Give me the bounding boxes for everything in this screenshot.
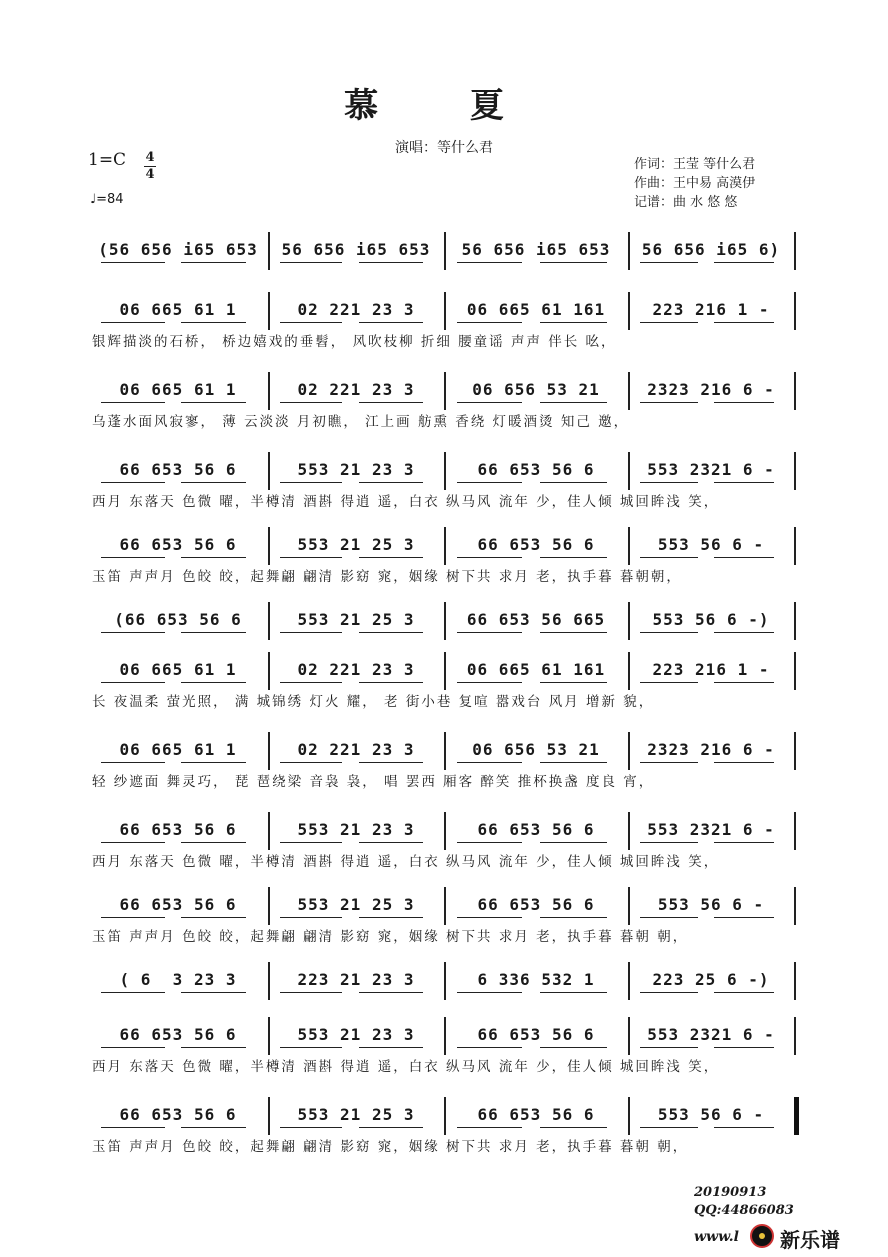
measure (272, 893, 440, 921)
time-signature-top: 4 (145, 150, 155, 165)
measure (632, 893, 790, 921)
beam-line (359, 557, 423, 558)
beam-line (714, 557, 774, 558)
lyric-line: 西月 东落天 色微 曜，半樽清 酒斟 得逍 遥，白衣 纵马风 流年 少，佳人倾 城回眸浅 笑， (92, 494, 720, 510)
lyric-line: 轻 纱遮面 舞灵巧， 琵 琶绕梁 音袅 袅， 唱 罢西 厢客 醉笑 推杯换盏 度良 宵， (92, 774, 655, 790)
beam-line (714, 1127, 774, 1128)
measure (92, 1023, 264, 1051)
beam-line (640, 842, 698, 843)
beam-line (540, 482, 607, 483)
beam-line (640, 322, 698, 323)
beam-line (181, 762, 246, 763)
measure-notes: 66 653 56 6 (477, 820, 595, 839)
barline (444, 232, 446, 270)
measure (272, 238, 440, 266)
measure-notes: 02 221 23 3 (297, 740, 415, 759)
beam-line (280, 557, 342, 558)
measure-notes: 553 56 6 - (657, 895, 765, 914)
beam-line (280, 482, 342, 483)
barline (268, 292, 270, 330)
barline (444, 452, 446, 490)
barline (794, 812, 796, 850)
beam-line (640, 482, 698, 483)
beam-line (280, 842, 342, 843)
beam-line (101, 632, 165, 633)
beam-line (457, 762, 522, 763)
barline (268, 1097, 270, 1135)
beam-line (714, 842, 774, 843)
beam-line (101, 762, 165, 763)
measure (272, 738, 440, 766)
beam-line (540, 262, 607, 263)
beam-line (640, 762, 698, 763)
beam-line (181, 992, 246, 993)
beam-line (181, 557, 246, 558)
beam-line (280, 682, 342, 683)
measure (272, 458, 440, 486)
beam-line (457, 262, 522, 263)
barline (444, 887, 446, 925)
date-stamp: 20190913 (694, 1185, 767, 1200)
barline (628, 812, 630, 850)
measure-notes: 553 21 25 3 (297, 535, 415, 554)
measure (448, 893, 624, 921)
measure (92, 458, 264, 486)
measure-notes: (66 653 56 6 (114, 610, 242, 629)
barline (794, 452, 796, 490)
measure-notes: 06 665 61 1 (119, 660, 237, 679)
measure (632, 1023, 790, 1051)
beam-line (540, 632, 607, 633)
barline (444, 602, 446, 640)
measure-notes: (56 656 i65 653 (98, 240, 258, 259)
beam-line (457, 402, 522, 403)
measure-notes: 553 2321 6 - (647, 1025, 775, 1044)
measure-notes: 56 656 i65 653 (281, 240, 431, 259)
beam-line (359, 992, 423, 993)
beam-line (101, 402, 165, 403)
beam-line (359, 322, 423, 323)
measure-notes: 66 653 56 6 (477, 535, 595, 554)
beam-line (181, 842, 246, 843)
beam-line (540, 557, 607, 558)
barline (628, 292, 630, 330)
measure (272, 608, 440, 636)
measure-notes: 553 2321 6 - (647, 460, 775, 479)
beam-line (457, 482, 522, 483)
measure-notes: 06 656 53 21 (472, 740, 600, 759)
beam-line (457, 842, 522, 843)
beam-line (640, 1127, 698, 1128)
barline (628, 962, 630, 1000)
beam-line (714, 762, 774, 763)
barline (268, 232, 270, 270)
beam-line (640, 262, 698, 263)
measure (92, 533, 264, 561)
beam-line (540, 1127, 607, 1128)
beam-line (714, 262, 774, 263)
barline (628, 452, 630, 490)
beam-line (457, 917, 522, 918)
lyric-line: 西月 东落天 色微 曜，半樽清 酒斟 得逍 遥，白衣 纵马风 流年 少，佳人倾 城回眸浅 笑， (92, 1059, 720, 1075)
beam-line (640, 1047, 698, 1048)
measure (92, 378, 264, 406)
measure-notes: 06 665 61 161 (466, 660, 606, 679)
measure-notes: 223 216 1 - (652, 300, 770, 319)
record-disc-icon (750, 1224, 774, 1248)
beam-line (359, 762, 423, 763)
barline (268, 652, 270, 690)
beam-line (714, 482, 774, 483)
beam-line (181, 482, 246, 483)
measure (448, 818, 624, 846)
beam-line (457, 1127, 522, 1128)
barline (444, 962, 446, 1000)
beam-line (101, 917, 165, 918)
measure-notes: 66 653 56 6 (119, 460, 237, 479)
lyric-line: 乌蓬水面风寂寥， 薄 云淡淡 月初瞧， 江上画 舫熏 香绕 灯暖酒烫 知己 邀， (92, 414, 630, 430)
measure (448, 968, 624, 996)
measure (632, 1103, 790, 1131)
song-title: 慕 夏 (344, 86, 544, 126)
barline (268, 1017, 270, 1055)
measure (92, 893, 264, 921)
barline (628, 232, 630, 270)
beam-line (280, 1047, 342, 1048)
beam-line (359, 402, 423, 403)
time-signature-bottom: 4 (145, 167, 155, 182)
barline (628, 652, 630, 690)
beam-line (280, 762, 342, 763)
measure-notes: 02 221 23 3 (297, 300, 415, 319)
key-signature: 1=C (88, 150, 127, 170)
tempo-marking: ♩=84 (90, 192, 124, 207)
measure-notes: 66 653 56 6 (119, 1105, 237, 1124)
barline (444, 1017, 446, 1055)
measure (92, 738, 264, 766)
barline (628, 732, 630, 770)
measure-notes: 66 653 56 6 (119, 895, 237, 914)
measure-notes: 06 665 61 1 (119, 380, 237, 399)
measure (272, 968, 440, 996)
measure-notes: 553 21 23 3 (297, 1025, 415, 1044)
lyricist-credit: 作词：王莹 等什么君 (634, 157, 756, 172)
beam-line (540, 322, 607, 323)
measure-notes: 56 656 i65 653 (461, 240, 611, 259)
measure-notes: 66 653 56 6 (477, 460, 595, 479)
measure (92, 968, 264, 996)
measure (448, 658, 624, 686)
measure-notes: 6 336 532 1 (477, 970, 595, 989)
beam-line (181, 322, 246, 323)
barline (444, 527, 446, 565)
measure-notes: 66 653 56 6 (477, 1105, 595, 1124)
composer-credit: 作曲：王中易 高漠伊 (634, 176, 756, 191)
transcriber-credit: 记谱：曲 水 悠 悠 (634, 195, 738, 210)
measure (92, 818, 264, 846)
barline (444, 732, 446, 770)
barline (444, 1097, 446, 1135)
beam-line (280, 402, 342, 403)
beam-line (359, 1047, 423, 1048)
final-barline (794, 1097, 799, 1135)
beam-line (101, 1047, 165, 1048)
beam-line (540, 992, 607, 993)
beam-line (101, 557, 165, 558)
measure (448, 608, 624, 636)
beam-line (640, 632, 698, 633)
score-row (88, 968, 800, 1008)
beam-line (457, 632, 522, 633)
barline (444, 292, 446, 330)
beam-line (714, 992, 774, 993)
measure (632, 968, 790, 996)
lyric-line: 银辉描淡的石桥， 桥边嬉戏的垂髫， 风吹枝柳 折细 腰童谣 声声 伴长 吆， (92, 334, 617, 350)
lyric-line: 玉笛 声声月 色皎 皎，起舞翩 翩清 影窈 窕，姻缘 树下共 求月 老，执手暮 暮朝 朝， (92, 1139, 689, 1155)
barline (628, 887, 630, 925)
measure (632, 298, 790, 326)
barline (628, 1017, 630, 1055)
barline (268, 887, 270, 925)
measure (448, 238, 624, 266)
measure-notes: 56 656 i65 6) (641, 240, 781, 259)
measure (272, 298, 440, 326)
site-logo (694, 1222, 882, 1252)
barline (268, 732, 270, 770)
beam-line (540, 1047, 607, 1048)
beam-line (640, 682, 698, 683)
beam-line (359, 842, 423, 843)
measure-notes: 02 221 23 3 (297, 660, 415, 679)
measure (632, 658, 790, 686)
measure (272, 533, 440, 561)
measure (632, 533, 790, 561)
measure (632, 238, 790, 266)
beam-line (101, 322, 165, 323)
beam-line (101, 262, 165, 263)
beam-line (457, 322, 522, 323)
beam-line (359, 482, 423, 483)
beam-line (640, 557, 698, 558)
barline (794, 292, 796, 330)
measure (632, 608, 790, 636)
barline (794, 372, 796, 410)
barline (268, 527, 270, 565)
measure-notes: 2323 216 6 - (647, 740, 775, 759)
measure-notes: 66 653 56 6 (477, 1025, 595, 1044)
measure-notes: 06 665 61 1 (119, 300, 237, 319)
beam-line (181, 262, 246, 263)
beam-line (714, 1047, 774, 1048)
barline (794, 1017, 796, 1055)
measure-notes: 66 653 56 6 (119, 1025, 237, 1044)
beam-line (181, 632, 246, 633)
barline (794, 652, 796, 690)
measure (448, 298, 624, 326)
measure-notes: 06 665 61 1 (119, 740, 237, 759)
barline (268, 372, 270, 410)
barline (794, 602, 796, 640)
measure (448, 1023, 624, 1051)
beam-line (101, 842, 165, 843)
barline (794, 732, 796, 770)
measure-notes: 553 21 25 3 (297, 1105, 415, 1124)
measure (272, 818, 440, 846)
beam-line (640, 917, 698, 918)
measure-notes: 66 653 56 665 (466, 610, 606, 629)
measure (448, 378, 624, 406)
measure-notes: 66 653 56 6 (119, 535, 237, 554)
beam-line (280, 992, 342, 993)
measure (448, 458, 624, 486)
beam-line (714, 682, 774, 683)
beam-line (714, 917, 774, 918)
barline (794, 232, 796, 270)
beam-line (540, 762, 607, 763)
lyric-line: 玉笛 声声月 色皎 皎，起舞翩 翩清 影窈 窕，姻缘 树下共 求月 老，执手暮 暮朝朝， (92, 569, 682, 585)
beam-line (359, 682, 423, 683)
measure (632, 458, 790, 486)
measure-notes: 2323 216 6 - (647, 380, 775, 399)
beam-line (640, 992, 698, 993)
beam-line (181, 402, 246, 403)
time-signature (144, 151, 156, 182)
measure-notes: 66 653 56 6 (477, 895, 595, 914)
beam-line (640, 402, 698, 403)
measure-notes: 553 56 6 -) (652, 610, 770, 629)
beam-line (457, 992, 522, 993)
barline (794, 962, 796, 1000)
measure-notes: 66 653 56 6 (119, 820, 237, 839)
measure-notes: 553 21 23 3 (297, 460, 415, 479)
measure (272, 1023, 440, 1051)
beam-line (280, 322, 342, 323)
beam-line (359, 632, 423, 633)
measure (272, 378, 440, 406)
beam-line (359, 1127, 423, 1128)
beam-line (101, 682, 165, 683)
beam-line (280, 917, 342, 918)
measure-notes: 553 2321 6 - (647, 820, 775, 839)
barline (628, 1097, 630, 1135)
beam-line (457, 1047, 522, 1048)
beam-line (101, 992, 165, 993)
beam-line (540, 842, 607, 843)
site-name: 新乐谱 (780, 1228, 840, 1252)
measure-notes: 553 56 6 - (657, 535, 765, 554)
barline (794, 887, 796, 925)
measure (448, 533, 624, 561)
beam-line (181, 917, 246, 918)
barline (444, 372, 446, 410)
barline (268, 452, 270, 490)
beam-line (359, 917, 423, 918)
measure (92, 658, 264, 686)
beam-line (280, 262, 342, 263)
beam-line (181, 1047, 246, 1048)
measure-notes: 06 656 53 21 (472, 380, 600, 399)
credits-block (634, 155, 755, 212)
measure (632, 818, 790, 846)
beam-line (540, 682, 607, 683)
measure-notes: 553 21 25 3 (297, 610, 415, 629)
measure (272, 658, 440, 686)
barline (628, 372, 630, 410)
measure-notes: 06 665 61 161 (466, 300, 606, 319)
measure-notes: 553 21 25 3 (297, 895, 415, 914)
beam-line (714, 402, 774, 403)
barline (444, 652, 446, 690)
beam-line (101, 482, 165, 483)
measure-notes: ( 6 3 23 3 (119, 970, 237, 989)
score-row (88, 238, 800, 278)
measure (448, 738, 624, 766)
beam-line (181, 682, 246, 683)
measure-notes: 02 221 23 3 (297, 380, 415, 399)
beam-line (714, 322, 774, 323)
score-row (88, 608, 800, 648)
measure-notes: 223 21 23 3 (297, 970, 415, 989)
site-url: www.l (694, 1229, 739, 1245)
barline (794, 527, 796, 565)
barline (268, 812, 270, 850)
measure (92, 608, 264, 636)
lyric-line: 西月 东落天 色微 曜，半樽清 酒斟 得逍 遥，白衣 纵马风 流年 少，佳人倾 城回眸浅 笑， (92, 854, 720, 870)
barline (444, 812, 446, 850)
measure (92, 238, 264, 266)
beam-line (280, 632, 342, 633)
lyric-line: 玉笛 声声月 色皎 皎，起舞翩 翩清 影窈 窕，姻缘 树下共 求月 老，执手暮 暮朝 朝， (92, 929, 689, 945)
beam-line (540, 402, 607, 403)
beam-line (540, 917, 607, 918)
barline (268, 602, 270, 640)
measure-notes: 553 21 23 3 (297, 820, 415, 839)
beam-line (359, 262, 423, 263)
measure-notes: 223 216 1 - (652, 660, 770, 679)
measure (92, 298, 264, 326)
barline (268, 962, 270, 1000)
measure (632, 738, 790, 766)
measure-notes: 553 56 6 - (657, 1105, 765, 1124)
measure (92, 1103, 264, 1131)
beam-line (280, 1127, 342, 1128)
measure-notes: 223 25 6 -) (652, 970, 770, 989)
beam-line (457, 557, 522, 558)
measure (272, 1103, 440, 1131)
barline (628, 527, 630, 565)
singer-credit: 演唱：等什么君 (395, 140, 493, 156)
barline (628, 602, 630, 640)
beam-line (457, 682, 522, 683)
beam-line (101, 1127, 165, 1128)
beam-line (181, 1127, 246, 1128)
beam-line (714, 632, 774, 633)
measure (632, 378, 790, 406)
measure (448, 1103, 624, 1131)
lyric-line: 长 夜温柔 萤光照， 满 城锦绣 灯火 耀， 老 街小巷 复喧 嚣戏台 风月 增新 貌， (92, 694, 655, 710)
qq-stamp: QQ:44866083 (694, 1203, 794, 1218)
